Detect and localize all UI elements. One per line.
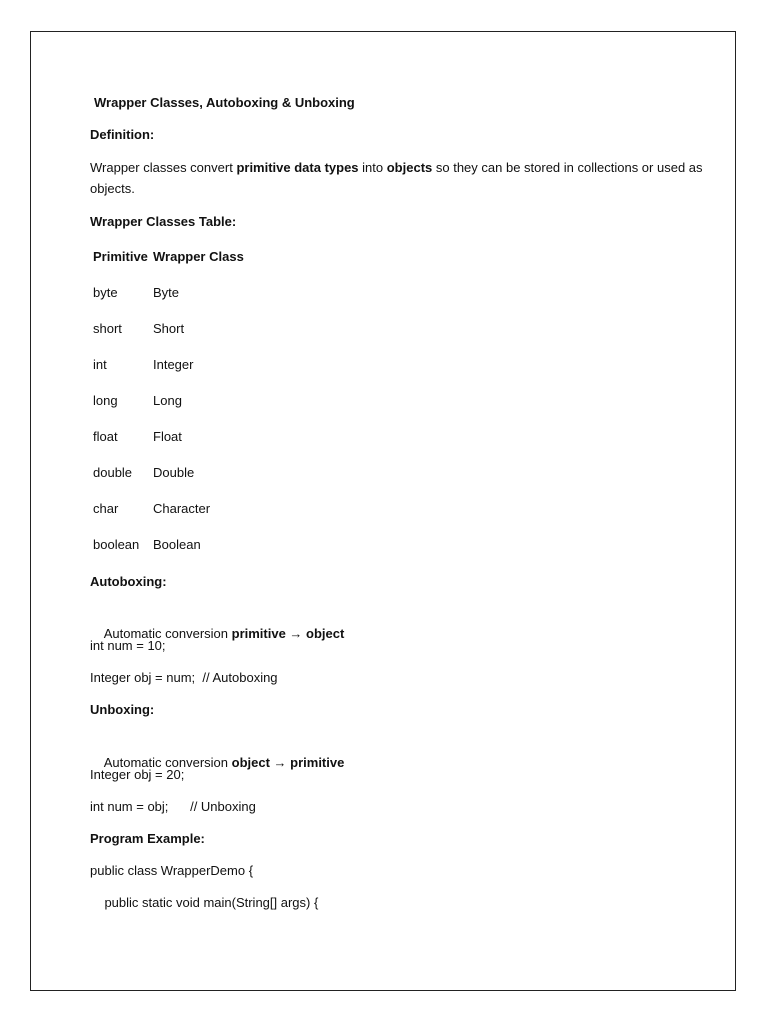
autoboxing-heading: Autoboxing:	[90, 574, 167, 589]
table-header-wrapper-class: Wrapper Class	[153, 249, 244, 264]
unboxing-desc-prefix: Automatic conversion	[103, 755, 232, 770]
table-cell-wrapper: Long	[153, 393, 182, 408]
table-cell-wrapper: Double	[153, 465, 195, 480]
table-cell-wrapper: Character	[153, 501, 211, 516]
table-cell-wrapper: Byte	[153, 285, 180, 300]
definition-text-part: Wrapper classes convert	[90, 160, 237, 175]
unboxing-heading: Unboxing:	[90, 702, 155, 717]
table-cell-wrapper: Float	[153, 429, 182, 444]
table-cell-primitive: short	[93, 321, 122, 336]
definition-text-bold: objects	[386, 160, 433, 175]
table-cell-primitive: boolean	[93, 537, 140, 552]
table-cell-primitive: float	[93, 429, 118, 444]
autoboxing-desc-prefix: Automatic conversion	[103, 626, 232, 641]
definition-text-part: so they can be stored in collections or used as objects.	[90, 160, 703, 196]
program-example-heading: Program Example:	[90, 831, 205, 846]
table-cell-wrapper: Integer	[153, 357, 194, 372]
table-cell-wrapper: Boolean	[153, 537, 201, 552]
definition-heading: Definition:	[90, 127, 155, 142]
table-cell-primitive: byte	[93, 285, 118, 300]
table-cell-primitive: long	[93, 393, 118, 408]
unboxing-code-line: int num = obj; // Unboxing	[90, 799, 256, 814]
autoboxing-desc-bold: primitive → object	[231, 626, 345, 641]
definition-text-part: into	[358, 160, 387, 175]
table-heading: Wrapper Classes Table:	[90, 214, 237, 229]
autoboxing-code-line: Integer obj = num; // Autoboxing	[90, 670, 278, 685]
unboxing-desc-bold: object → primitive	[231, 755, 345, 770]
autoboxing-code-line: int num = 10;	[90, 638, 166, 653]
document-page	[30, 31, 736, 991]
document-title: Wrapper Classes, Autoboxing & Unboxing	[94, 95, 355, 110]
table-cell-wrapper: Short	[153, 321, 185, 336]
table-cell-primitive: char	[93, 501, 119, 516]
program-code-line: public class WrapperDemo {	[90, 863, 254, 878]
unboxing-code-line: Integer obj = 20;	[90, 767, 185, 782]
program-code-line: public static void main(String[] args) {	[90, 895, 319, 910]
definition-text-bold: primitive data types	[236, 160, 359, 175]
table-cell-primitive: double	[93, 465, 133, 480]
table-header-primitive: Primitive	[93, 249, 148, 264]
definition-text	[90, 157, 710, 199]
table-cell-primitive: int	[93, 357, 107, 372]
